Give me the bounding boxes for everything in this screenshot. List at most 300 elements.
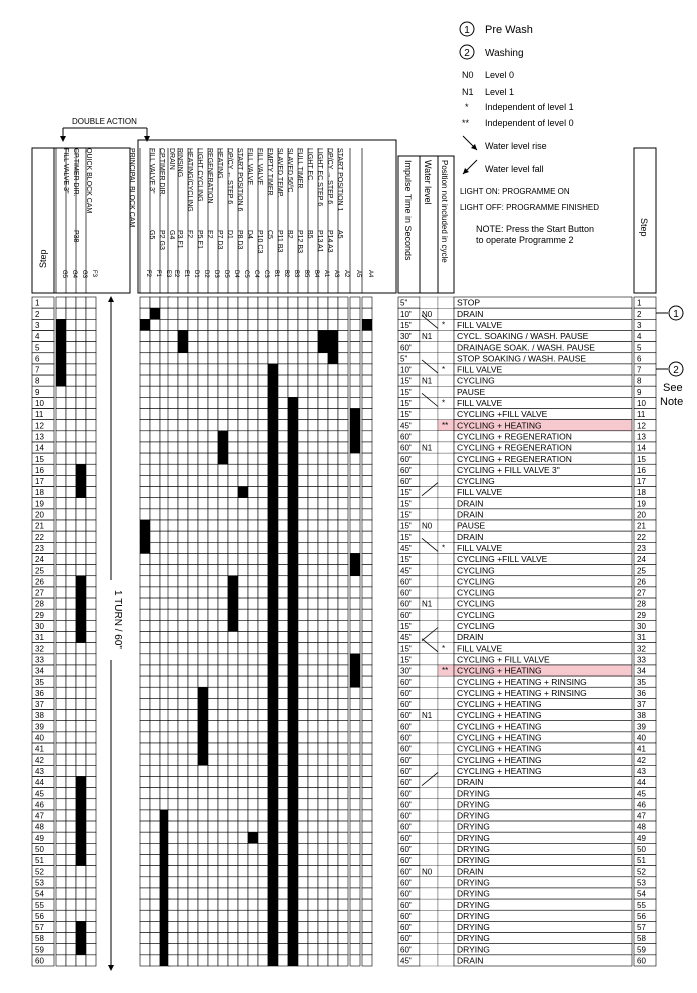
cam-cell-off (140, 687, 150, 698)
cam-cell-off (208, 520, 218, 531)
cam-cell-off (258, 598, 268, 609)
cam-cell-off (248, 297, 258, 308)
step-description: CYCLING + HEATING (457, 710, 542, 721)
cam-cell-off (140, 442, 150, 453)
step-number-right: 25 (637, 566, 646, 576)
cam-cell-off (248, 788, 258, 799)
cam-cell-off (298, 364, 308, 375)
cam-cell-off (56, 632, 66, 643)
cam-cell-off (362, 509, 372, 520)
step-number-left: 10 (35, 399, 44, 408)
cam-cell-on (268, 732, 278, 743)
cam-cell-off (56, 397, 66, 408)
cam-cell-off (168, 799, 178, 810)
cam-header-code: C5 (266, 230, 273, 239)
cam-cell-off (328, 810, 338, 821)
cam-cell-off (318, 620, 328, 631)
cam-cell-off (308, 955, 318, 966)
cam-cell-off (218, 877, 228, 888)
cam-cell-off (228, 330, 238, 341)
cam-cell-off (328, 843, 338, 854)
cam-cell-off (86, 877, 96, 888)
cam-cell-off (248, 498, 258, 509)
cam-cell-on (268, 420, 278, 431)
cam-code-bottom: D1 (193, 270, 199, 278)
cam-cell-off (198, 308, 208, 319)
level-cell (420, 888, 438, 899)
cam-cell-off (188, 888, 198, 899)
cam-cell-off (228, 944, 238, 955)
cam-cell-off (198, 464, 208, 475)
cam-cell-off (308, 431, 318, 442)
cam-cell-off (140, 799, 150, 810)
cam-cell-off (362, 632, 372, 643)
impulse-time: 60" (400, 867, 412, 877)
cam-cell-off (86, 721, 96, 732)
step-description: DRAIN (457, 498, 484, 509)
step-rows (398, 297, 656, 966)
cam-cell-off (140, 620, 150, 631)
cam-cell-off (150, 531, 160, 542)
cam-cell-off (328, 475, 338, 486)
cam-cell-on (56, 319, 66, 330)
step-number-right: 6 (637, 354, 642, 364)
step-description: CYCLING + REGENERATION (457, 442, 572, 453)
cam-cell-off (208, 442, 218, 453)
legend-n0: N0 (462, 70, 474, 80)
cam-cell-off (218, 308, 228, 319)
cam-cell-off (208, 632, 218, 643)
step-description: DRYING (457, 922, 490, 933)
cam-cell-off (288, 353, 298, 364)
cam-cell-off (198, 475, 208, 486)
cam-cell-off (140, 855, 150, 866)
cam-cell-off (56, 810, 66, 821)
cam-cell-off (248, 475, 258, 486)
cam-cell-on (328, 330, 338, 341)
cam-cell-off (258, 743, 268, 754)
cam-cell-off (188, 698, 198, 709)
cam-cell-off (298, 866, 308, 877)
cam-cell-on (268, 576, 278, 587)
cam-code-bottom: C3 (263, 270, 269, 278)
step-number-right: 35 (637, 677, 646, 687)
cam-cell-off (278, 342, 288, 353)
cam-grid (32, 297, 372, 966)
cam-cell-off (218, 297, 228, 308)
cam-cell-off (238, 832, 248, 843)
cam-cell-off (168, 732, 178, 743)
cam-cell-on (362, 319, 372, 330)
cam-cell-off (218, 732, 228, 743)
cam-cell-off (168, 565, 178, 576)
cam-cell-off (328, 297, 338, 308)
cam-cell-off (350, 899, 360, 910)
cam-cell-off (338, 565, 348, 576)
cam-cell-off (150, 609, 160, 620)
level-cell (420, 832, 438, 843)
cam-cell-off (198, 933, 208, 944)
cam-cell-on (288, 542, 298, 553)
cam-cell-off (218, 353, 228, 364)
cam-cell-off (308, 297, 318, 308)
cam-cell-off (188, 743, 198, 754)
cam-cell-on (76, 799, 86, 810)
position-cell (438, 375, 454, 386)
cam-header-label: START POSITION 6 (236, 148, 243, 212)
cam-cell-off (188, 676, 198, 687)
cam-cell-off (362, 698, 372, 709)
cam-cell-off (228, 442, 238, 453)
cam-cell-off (328, 676, 338, 687)
cam-code-bottom: G3 (81, 270, 87, 279)
cam-cell-off (66, 732, 76, 743)
cam-cell-off (362, 375, 372, 386)
cam-cell-off (362, 520, 372, 531)
cam-cell-off (168, 587, 178, 598)
cam-cell-off (328, 910, 338, 921)
cam-cell-off (228, 765, 238, 776)
cam-cell-off (328, 409, 338, 420)
cam-cell-off (66, 386, 76, 397)
cam-cell-off (248, 509, 258, 520)
cam-cell-off (278, 743, 288, 754)
cam-cell-off (338, 609, 348, 620)
step-number-right: 45 (637, 789, 646, 799)
cam-cell-on (288, 754, 298, 765)
cam-cell-off (56, 453, 66, 464)
cam-cell-off (208, 877, 218, 888)
cam-cell-off (66, 743, 76, 754)
cam-cell-on (76, 576, 86, 587)
cam-cell-off (298, 732, 308, 743)
cam-cell-off (248, 319, 258, 330)
cam-header-code: B5 (306, 230, 313, 239)
cam-cell-off (228, 866, 238, 877)
cam-cell-off (168, 531, 178, 542)
cam-cell-on (178, 342, 188, 353)
cam-cell-off (150, 910, 160, 921)
cam-cell-off (318, 855, 328, 866)
cam-cell-on (288, 810, 298, 821)
cam-cell-off (178, 565, 188, 576)
cam-cell-off (218, 754, 228, 765)
step-number-right: 51 (637, 856, 646, 866)
cam-cell-off (238, 754, 248, 765)
cam-cell-off (66, 431, 76, 442)
cam-cell-off (318, 397, 328, 408)
cam-cell-on (288, 665, 298, 676)
cam-cell-off (188, 899, 198, 910)
cam-cell-off (298, 933, 308, 944)
step-number-right: 11 (637, 410, 646, 420)
cam-cell-off (140, 397, 150, 408)
cam-cell-off (350, 308, 360, 319)
cam-cell-off (350, 509, 360, 520)
cam-cell-off (238, 420, 248, 431)
cam-cell-off (168, 765, 178, 776)
step-description: DRYING (457, 877, 490, 888)
cam-cell-off (338, 732, 348, 743)
cam-cell-off (198, 944, 208, 955)
cam-cell-off (208, 308, 218, 319)
cam-cell-off (298, 442, 308, 453)
cam-cell-off (248, 620, 258, 631)
cam-cell-off (238, 386, 248, 397)
cam-cell-off (278, 765, 288, 776)
cam-cell-off (328, 598, 338, 609)
cam-cell-off (140, 698, 150, 709)
cam-cell-off (228, 788, 238, 799)
position-cell (438, 498, 454, 509)
cam-cell-off (308, 776, 318, 787)
position-cell (438, 342, 454, 353)
cam-cell-on (288, 576, 298, 587)
position-cell (438, 676, 454, 687)
cam-cell-off (350, 765, 360, 776)
step-description: CYCLING + HEATING (457, 732, 542, 743)
cam-cell-off (308, 687, 318, 698)
cam-cell-off (198, 676, 208, 687)
step-description: CYCLING + REGENERATION (457, 431, 572, 442)
cam-cell-off (188, 955, 198, 966)
step-number-right: 44 (637, 778, 646, 788)
cam-cell-off (56, 442, 66, 453)
cam-cell-on (268, 431, 278, 442)
cam-cell-off (298, 565, 308, 576)
cam-cell-off (308, 319, 318, 330)
water-level-header: Water level (423, 160, 433, 205)
cam-cell-off (168, 888, 178, 899)
step-number-left: 8 (35, 376, 40, 386)
cam-cell-off (350, 364, 360, 375)
cam-cell-off (86, 665, 96, 676)
cam-cell-off (228, 487, 238, 498)
cam-cell-off (56, 955, 66, 966)
cam-cell-off (66, 553, 76, 564)
cam-cell-off (218, 843, 228, 854)
cam-cell-off (76, 375, 86, 386)
cam-cell-off (56, 933, 66, 944)
cam-cell-off (76, 342, 86, 353)
cam-cell-off (178, 632, 188, 643)
cam-cell-off (298, 799, 308, 810)
cam-cell-off (168, 665, 178, 676)
cam-cell-off (56, 587, 66, 598)
cam-cell-off (198, 665, 208, 676)
cam-cell-off (178, 498, 188, 509)
step-number-left: 33 (35, 655, 44, 665)
cam-cell-off (298, 431, 308, 442)
cam-cell-off (318, 866, 328, 877)
cam-cell-on (350, 654, 360, 665)
cam-cell-off (198, 498, 208, 509)
cam-cell-off (328, 632, 338, 643)
cam-cell-off (278, 509, 288, 520)
cam-cell-off (258, 609, 268, 620)
cam-cell-on (268, 676, 278, 687)
cam-cell-off (248, 654, 258, 665)
cam-cell-off (278, 665, 288, 676)
cam-cell-off (308, 464, 318, 475)
cam-cell-off (140, 721, 150, 732)
cam-cell-off (140, 464, 150, 475)
cam-cell-off (188, 810, 198, 821)
cam-cell-off (218, 409, 228, 420)
cam-cell-off (350, 687, 360, 698)
cam-cell-off (168, 386, 178, 397)
impulse-time: 15" (400, 555, 412, 565)
cam-cell-off (218, 520, 228, 531)
cam-cell-off (238, 743, 248, 754)
cam-cell-off (66, 810, 76, 821)
cam-cell-off (318, 888, 328, 899)
cam-cell-off (328, 542, 338, 553)
cam-cell-off (350, 843, 360, 854)
cam-cell-off (150, 386, 160, 397)
step-description: DRYING (457, 788, 490, 799)
cam-cell-off (298, 531, 308, 542)
cam-cell-off (362, 821, 372, 832)
cam-cell-off (76, 297, 86, 308)
cam-cell-off (178, 353, 188, 364)
cam-cell-off (318, 308, 328, 319)
step-number-left: 9 (35, 387, 40, 397)
cam-cell-off (218, 330, 228, 341)
cam-cell-off (228, 464, 238, 475)
cam-cell-off (228, 386, 238, 397)
cam-cell-on (288, 498, 298, 509)
step-number-left: 12 (35, 421, 44, 431)
level-cell (420, 899, 438, 910)
step-description: DRYING (457, 810, 490, 821)
step-number-right: 14 (637, 443, 646, 453)
cam-cell-off (188, 375, 198, 386)
cam-cell-off (308, 498, 318, 509)
cam-cell-off (258, 509, 268, 520)
cam-cell-off (208, 743, 218, 754)
cam-cell-off (208, 553, 218, 564)
cam-cell-off (238, 955, 248, 966)
step-number-right: 18 (637, 488, 646, 498)
cam-cell-off (278, 810, 288, 821)
cam-cell-off (168, 375, 178, 386)
cam-cell-off (298, 832, 308, 843)
cam-cell-off (248, 765, 258, 776)
position-cell (438, 609, 454, 620)
cam-cell-off (228, 698, 238, 709)
cam-cell-off (328, 487, 338, 498)
cam-cell-off (338, 520, 348, 531)
cam-cell-off (188, 498, 198, 509)
cam-cell-off (198, 330, 208, 341)
cam-cell-off (308, 397, 318, 408)
cam-cell-off (76, 687, 86, 698)
level-cell (420, 576, 438, 587)
cam-cell-off (318, 319, 328, 330)
cam-cell-off (298, 353, 308, 364)
cam-cell-off (318, 643, 328, 654)
cam-cell-on (76, 620, 86, 631)
cam-cell-off (140, 732, 150, 743)
cam-cell-off (308, 353, 318, 364)
cam-cell-off (66, 888, 76, 899)
cam-cell-off (66, 364, 76, 375)
step-number-right: 39 (637, 722, 646, 732)
cam-cell-off (238, 442, 248, 453)
cam-header-label: FILL VALVE 3" (148, 148, 155, 194)
cam-cell-off (66, 687, 76, 698)
step-description: DRAIN (457, 632, 484, 643)
cam-cell-off (362, 453, 372, 464)
cam-cell-off (150, 342, 160, 353)
cam-cell-off (76, 531, 86, 542)
step-number-left: 19 (35, 499, 44, 509)
cam-cell-off (140, 498, 150, 509)
cam-cell-off (298, 453, 308, 464)
cam-cell-off (238, 576, 248, 587)
cam-cell-off (188, 598, 198, 609)
level-cell (420, 553, 438, 564)
cam-cell-on (288, 765, 298, 776)
cam-cell-off (278, 732, 288, 743)
cam-cell-off (76, 520, 86, 531)
impulse-time: 60" (400, 599, 412, 609)
cam-cell-off (258, 933, 268, 944)
cam-cell-off (208, 353, 218, 364)
cam-cell-off (298, 944, 308, 955)
cam-cell-off (218, 386, 228, 397)
cam-cell-on (268, 855, 278, 866)
cam-cell-off (218, 821, 228, 832)
position-cell (438, 643, 454, 654)
step-number-left: 56 (35, 911, 44, 921)
cam-cell-off (288, 364, 298, 375)
cam-cell-off (150, 487, 160, 498)
cam-cell-off (76, 877, 86, 888)
cam-cell-off (350, 710, 360, 721)
step-description: CYCLING + HEATING + RINSING (457, 676, 587, 687)
cam-cell-off (248, 598, 258, 609)
cam-cell-off (178, 721, 188, 732)
cam-cell-on (288, 821, 298, 832)
position-cell (438, 319, 454, 330)
cam-cell-off (228, 710, 238, 721)
cam-cell-off (298, 676, 308, 687)
cam-cell-off (188, 319, 198, 330)
cam-cell-off (140, 375, 150, 386)
step-number-left: 11 (35, 410, 44, 420)
cam-cell-off (66, 921, 76, 932)
step-number-right: 22 (637, 532, 646, 542)
cam-cell-off (178, 754, 188, 765)
cam-cell-off (86, 855, 96, 866)
cam-cell-off (228, 910, 238, 921)
cam-cell-off (318, 576, 328, 587)
cam-cell-off (178, 866, 188, 877)
cam-cell-off (140, 843, 150, 854)
cam-cell-off (278, 676, 288, 687)
cam-cell-off (318, 832, 328, 843)
cam-cell-on (76, 933, 86, 944)
cam-cell-off (188, 721, 198, 732)
cam-cell-off (188, 855, 198, 866)
cam-cell-off (56, 832, 66, 843)
cam-cell-off (350, 598, 360, 609)
cam-cell-on (288, 587, 298, 598)
position-mark: * (442, 543, 446, 553)
cam-cell-off (218, 810, 228, 821)
